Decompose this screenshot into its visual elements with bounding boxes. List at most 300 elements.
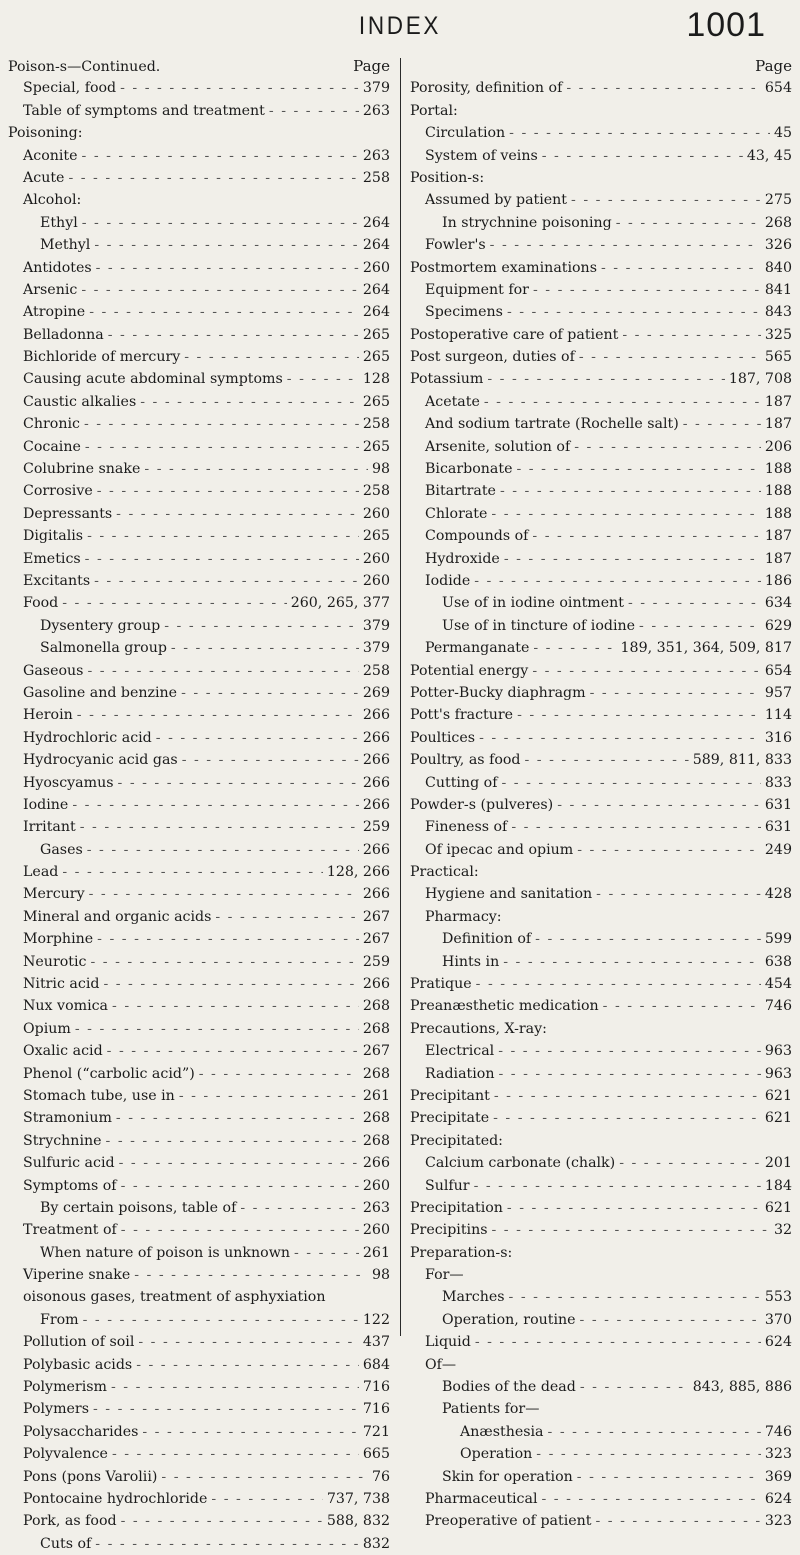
index-entry-page: 624 <box>764 1334 792 1351</box>
dot-leader <box>507 301 761 323</box>
index-entry-term: Lead <box>23 864 59 881</box>
dot-leader <box>603 995 761 1017</box>
index-entry-term: Preanæsthetic medication <box>410 998 599 1015</box>
index-entry <box>410 1018 792 1040</box>
index-entry-page: 186 <box>764 572 792 589</box>
index-entry-page: 323 <box>764 1513 792 1530</box>
index-entry-page: 258 <box>362 416 390 433</box>
index-entry <box>8 704 390 726</box>
index-entry <box>410 145 792 167</box>
index-entry-page: 267 <box>362 1043 390 1060</box>
index-entry <box>8 794 390 816</box>
index-entry <box>410 346 792 368</box>
index-entry <box>8 257 390 279</box>
index-entry <box>8 1443 390 1465</box>
dot-leader <box>622 324 761 346</box>
index-entry-term: Nitric acid <box>23 976 100 993</box>
index-entry-page: 264 <box>362 237 390 254</box>
dot-leader <box>72 794 359 816</box>
index-entry <box>8 100 390 122</box>
index-entry-term: Gaseous <box>23 662 84 679</box>
index-entry <box>410 592 792 614</box>
index-entry <box>8 1264 390 1286</box>
index-entry-page: 260 <box>362 550 390 567</box>
index-entry-term: Hints in <box>442 953 500 970</box>
index-entry <box>410 861 792 883</box>
index-entry-page: 122 <box>362 1311 390 1328</box>
index-entry-page: 260 <box>362 505 390 522</box>
index-entry <box>8 1376 390 1398</box>
dot-leader <box>87 660 358 682</box>
index-entry-term: Fineness of <box>425 819 508 836</box>
index-entry-page: 268 <box>362 1020 390 1037</box>
index-entry-term: Use of in iodine ointment <box>442 595 624 612</box>
index-entry <box>8 839 390 861</box>
index-entry-term: Powder-s (pulveres) <box>410 796 554 813</box>
index-entry-term: Methyl <box>40 237 91 254</box>
page-column-label: Page <box>755 57 792 75</box>
index-entry-term: By certain poisons, table of <box>40 1199 237 1216</box>
index-entry-page: 621 <box>764 1199 792 1216</box>
index-entry <box>8 749 390 771</box>
index-entry <box>8 906 390 928</box>
index-entry-page: 843, 885, 886 <box>692 1379 792 1396</box>
index-entry <box>8 212 390 234</box>
index-entry <box>8 1286 390 1308</box>
index-entry-term: Poultry, as food <box>410 752 521 769</box>
index-entry-term: Polymers <box>23 1401 89 1418</box>
index-entry <box>410 1286 792 1308</box>
index-entry <box>410 1242 792 1264</box>
index-entry-term: When nature of poison is unknown <box>40 1244 290 1261</box>
index-entry-page: 275 <box>764 192 792 209</box>
dot-leader <box>171 637 359 659</box>
dot-leader <box>536 1443 761 1465</box>
index-entry-term: Circulation <box>425 125 506 142</box>
index-entry <box>410 122 792 144</box>
index-entry-page: 260 <box>362 572 390 589</box>
dot-leader <box>491 503 760 525</box>
index-entry <box>8 77 390 99</box>
index-entry-term: And sodium tartrate (Rochelle salt) <box>425 416 679 433</box>
index-entry-term: Atropine <box>23 304 86 321</box>
index-entry-page: 599 <box>764 931 792 948</box>
dot-leader <box>215 906 359 928</box>
index-entry <box>8 1197 390 1219</box>
index-entry-term: Permanganate <box>425 640 530 657</box>
index-entry-term: Colubrine snake <box>23 461 141 478</box>
dot-leader <box>542 1488 761 1510</box>
column-divider <box>400 58 401 1336</box>
index-entry-page: 260 <box>362 1222 390 1239</box>
index-entry-term: Cocaine <box>23 438 81 455</box>
dot-leader <box>479 727 761 749</box>
index-entry-page: 188 <box>764 461 792 478</box>
index-entry <box>410 212 792 234</box>
dot-leader <box>97 480 359 502</box>
index-entry-page: 258 <box>362 169 390 186</box>
index-entry <box>410 413 792 435</box>
index-entry-page: 266 <box>362 976 390 993</box>
dot-leader <box>62 861 322 883</box>
dot-leader <box>85 436 359 458</box>
dot-leader <box>571 189 761 211</box>
dot-leader <box>509 122 770 144</box>
dot-leader <box>532 525 760 547</box>
index-entry-page: 267 <box>362 908 390 925</box>
index-entry-page: 187 <box>764 416 792 433</box>
index-entry-term: Strychnine <box>23 1132 102 1149</box>
index-entry-page: 631 <box>764 819 792 836</box>
dot-leader <box>683 413 761 435</box>
index-entry-term: Gasoline and benzine <box>23 684 178 701</box>
index-entry-page: 369 <box>764 1468 792 1485</box>
index-entry-page: 264 <box>362 304 390 321</box>
index-entry-term: From <box>40 1311 79 1328</box>
index-entry <box>410 1085 792 1107</box>
index-entry <box>410 1197 792 1219</box>
dot-leader <box>566 77 761 99</box>
index-entry-term: For— <box>425 1267 464 1284</box>
index-entry-term: Mercury <box>23 886 85 903</box>
page-number: 1001 <box>686 6 766 44</box>
index-entry-page: 265 <box>362 438 390 455</box>
index-entries-left <box>8 77 390 1555</box>
index-entry-term: Dysentery group <box>40 617 161 634</box>
dot-leader <box>136 1354 359 1376</box>
dot-leader <box>474 570 761 592</box>
index-entry-page: 631 <box>764 796 792 813</box>
index-entry <box>410 1466 792 1488</box>
index-entry-term: Polybasic acids <box>23 1356 133 1373</box>
dot-leader <box>580 1376 689 1398</box>
dot-leader <box>107 1040 359 1062</box>
dot-leader <box>144 458 368 480</box>
index-entry <box>410 1152 792 1174</box>
index-entry-term: Fowler's <box>425 237 486 254</box>
index-entry-term: Position-s: <box>410 169 485 186</box>
index-entry-term: Pott's fracture <box>410 707 514 724</box>
index-entry <box>8 973 390 995</box>
dot-leader <box>134 1264 368 1286</box>
index-entry-term: Operation, routine <box>442 1311 576 1328</box>
index-entry-term: Precipitant <box>410 1087 490 1104</box>
index-entry-term: Causing acute abdominal symptoms <box>23 371 283 388</box>
dot-leader <box>161 1466 368 1488</box>
dot-leader <box>164 615 359 637</box>
index-entry <box>8 368 390 390</box>
dot-leader <box>507 1197 761 1219</box>
index-entry <box>8 951 390 973</box>
dot-leader <box>182 749 359 771</box>
index-entry-term: Corrosive <box>23 483 93 500</box>
dot-leader <box>184 346 359 368</box>
dot-leader <box>503 951 761 973</box>
index-entry-page: 638 <box>764 953 792 970</box>
dot-leader <box>516 458 760 480</box>
index-entry-term: Potter-Bucky diaphragm <box>410 684 586 701</box>
index-entry-page: 258 <box>362 662 390 679</box>
dot-leader <box>96 257 359 279</box>
dot-leader <box>211 1488 322 1510</box>
index-entry <box>410 1510 792 1532</box>
dot-leader <box>532 660 761 682</box>
index-entry-term: Iodide <box>425 572 471 589</box>
dot-leader <box>68 167 358 189</box>
index-entry-page: 76 <box>371 1468 390 1485</box>
index-entry <box>410 548 792 570</box>
index-entry <box>8 1219 390 1241</box>
dot-leader <box>628 592 761 614</box>
index-entry-term: Pons (pons Varolii) <box>23 1468 158 1485</box>
index-entry-page: 187 <box>764 393 792 410</box>
dot-leader <box>493 1107 761 1129</box>
dot-leader <box>84 413 359 435</box>
index-entry-page: 379 <box>362 617 390 634</box>
index-entry <box>8 816 390 838</box>
index-entry <box>8 1309 390 1331</box>
index-entry-page: 98 <box>371 461 390 478</box>
index-entry <box>410 839 792 861</box>
index-entry-term: Cutting of <box>425 774 498 791</box>
dot-leader <box>577 1466 761 1488</box>
index-entry-page: 259 <box>362 819 390 836</box>
index-entry-page: 437 <box>362 1334 390 1351</box>
index-entry-page: 128 <box>362 371 390 388</box>
index-entry-term: Compounds of <box>425 528 529 545</box>
dot-leader <box>619 1152 761 1174</box>
index-entry-page: 98 <box>371 1267 390 1284</box>
index-entry <box>410 480 792 502</box>
continued-heading: Poison-s—Continued. <box>8 59 161 75</box>
index-entry-term: Radiation <box>425 1065 495 1082</box>
index-entry-page: 266 <box>362 796 390 813</box>
dot-leader <box>119 1152 359 1174</box>
index-entry-term: Polymerism <box>23 1379 107 1396</box>
index-entry <box>8 1018 390 1040</box>
index-entry <box>410 727 792 749</box>
index-entry-term: Precipitins <box>410 1222 488 1239</box>
dot-leader <box>199 1063 359 1085</box>
dot-leader <box>75 1018 359 1040</box>
index-entry-term: Belladonna <box>23 326 104 343</box>
index-entry-term: oisonous gases, treatment of asphyxiation <box>23 1289 326 1306</box>
index-entry-page: 323 <box>764 1446 792 1463</box>
index-entry <box>8 861 390 883</box>
index-entry-term: Precipitation <box>410 1199 503 1216</box>
index-entry <box>8 234 390 256</box>
index-entry <box>8 1533 390 1555</box>
index-entry <box>8 189 390 211</box>
index-entry-page: 684 <box>362 1356 390 1373</box>
index-entry <box>410 615 792 637</box>
index-entry-term: Post surgeon, duties of <box>410 349 575 366</box>
index-entry-page: 265 <box>362 393 390 410</box>
index-entry-term: Chlorate <box>425 505 488 522</box>
index-entry <box>8 1354 390 1376</box>
index-entry-term: Pork, as food <box>23 1513 117 1530</box>
index-entry <box>410 1443 792 1465</box>
index-entry-term: Gases <box>40 841 83 858</box>
index-entry-page: 379 <box>362 640 390 657</box>
dot-leader <box>80 816 359 838</box>
index-entry-page: 128, 266 <box>326 864 390 881</box>
index-entry-page: 325 <box>764 326 792 343</box>
dot-leader <box>83 1309 359 1331</box>
index-entry-term: Irritant <box>23 819 76 836</box>
index-entry-page: 665 <box>362 1446 390 1463</box>
index-entry <box>8 548 390 570</box>
index-entry-page: 266 <box>362 1155 390 1172</box>
index-entry-page: 654 <box>764 80 792 97</box>
running-head <box>0 8 800 48</box>
dot-leader <box>601 257 761 279</box>
dot-leader <box>596 883 761 905</box>
index-entry <box>410 794 792 816</box>
index-entry-page: 188 <box>764 505 792 522</box>
index-entry-term: Of— <box>425 1356 457 1373</box>
index-entry-term: Marches <box>442 1289 505 1306</box>
index-entry-term: Neurotic <box>23 953 87 970</box>
index-entry-page: 565 <box>764 349 792 366</box>
index-entry <box>8 592 390 614</box>
index-entry <box>8 1063 390 1085</box>
index-entry-page: 189, 351, 364, 509, 817 <box>620 640 792 657</box>
index-entry <box>8 301 390 323</box>
index-entry <box>8 145 390 167</box>
dot-leader <box>179 1085 359 1107</box>
dot-leader <box>81 279 359 301</box>
dot-leader <box>294 1242 359 1264</box>
index-entry-term: Food <box>23 595 59 612</box>
index-entry-page: 746 <box>764 998 792 1015</box>
index-entry <box>8 995 390 1017</box>
dot-leader <box>121 1219 359 1241</box>
index-entry-page: 268 <box>362 1110 390 1127</box>
index-entry <box>8 1398 390 1420</box>
dot-leader <box>90 951 358 973</box>
index-entry-term: Polyvalence <box>23 1446 108 1463</box>
index-entry-term: Hygiene and sanitation <box>425 886 593 903</box>
dot-leader <box>500 480 761 502</box>
index-entry-term: Stomach tube, use in <box>23 1087 175 1104</box>
index-entry-term: Liquid <box>425 1334 471 1351</box>
index-entry-page: 206 <box>764 438 792 455</box>
index-column-left <box>8 55 390 1552</box>
index-entry <box>8 615 390 637</box>
index-entry <box>410 503 792 525</box>
index-entry <box>410 928 792 950</box>
index-entry <box>8 324 390 346</box>
dot-leader <box>94 570 359 592</box>
index-entry <box>410 167 792 189</box>
index-entry <box>410 234 792 256</box>
index-entry-term: Digitalis <box>23 528 84 545</box>
index-entry <box>8 167 390 189</box>
index-entry-term: In strychnine poisoning <box>442 214 612 231</box>
index-entry-page: 268 <box>362 998 390 1015</box>
index-entry-term: Postmortem examinations <box>410 259 597 276</box>
dot-leader <box>616 212 761 234</box>
index-entry-page: 634 <box>764 595 792 612</box>
index-entry <box>8 772 390 794</box>
index-entry-page: 370 <box>764 1311 792 1328</box>
dot-leader <box>548 1421 761 1443</box>
index-entry <box>410 1175 792 1197</box>
index-entry-page: 266 <box>362 707 390 724</box>
column-header-right <box>410 55 792 77</box>
index-entry-term: Precautions, X-ray: <box>410 1020 547 1037</box>
index-entries-right <box>410 77 792 1532</box>
index-entry-page: 266 <box>362 774 390 791</box>
dot-leader <box>95 1533 359 1555</box>
index-entry-term: Anæsthesia <box>460 1423 544 1440</box>
index-entry-term: Pharmacy: <box>425 908 502 925</box>
index-entry-page: 957 <box>764 684 792 701</box>
index-entry-term: Preparation-s: <box>410 1244 513 1261</box>
index-entry-page: 268 <box>362 1065 390 1082</box>
index-entry-page: 840 <box>764 259 792 276</box>
dot-leader <box>476 973 761 995</box>
index-entry-term: Viperine snake <box>23 1267 131 1284</box>
index-entry-term: Equipment for <box>425 281 529 298</box>
index-entry-page: 249 <box>764 841 792 858</box>
index-entry-page: 963 <box>764 1065 792 1082</box>
index-entry <box>8 436 390 458</box>
dot-leader <box>287 368 359 390</box>
index-entry <box>410 1376 792 1398</box>
index-entry-page: 629 <box>764 617 792 634</box>
index-entry-page: 43, 45 <box>746 147 792 164</box>
index-entry <box>410 1488 792 1510</box>
index-entry-term: Calcium carbonate (chalk) <box>425 1155 616 1172</box>
index-entry-page: 187, 708 <box>728 371 792 388</box>
index-entry <box>8 122 390 144</box>
dot-leader <box>498 1063 760 1085</box>
dot-leader <box>577 839 761 861</box>
dot-leader <box>140 391 359 413</box>
index-entry <box>410 660 792 682</box>
dot-leader <box>116 1107 359 1129</box>
index-entry-page: 259 <box>362 953 390 970</box>
index-entry <box>410 324 792 346</box>
index-entry <box>8 727 390 749</box>
index-entry-term: Mineral and organic acids <box>23 908 212 925</box>
dot-leader <box>240 1197 359 1219</box>
index-entry <box>410 257 792 279</box>
index-entry <box>410 1264 792 1286</box>
index-entry-term: System of veins <box>425 147 538 164</box>
index-entry <box>410 189 792 211</box>
index-entry <box>410 1309 792 1331</box>
index-entry-page: 621 <box>764 1110 792 1127</box>
dot-leader <box>82 145 359 167</box>
index-entry-term: Practical: <box>410 864 479 881</box>
dot-leader <box>87 525 359 547</box>
index-column-right <box>410 55 792 1530</box>
dot-leader <box>509 1286 761 1308</box>
index-entry-page: 621 <box>764 1087 792 1104</box>
dot-leader <box>93 1398 359 1420</box>
index-entry <box>8 1466 390 1488</box>
index-entry <box>410 1219 792 1241</box>
index-entry-page: 45 <box>773 125 792 142</box>
index-entry-page: 187 <box>764 528 792 545</box>
index-entry <box>8 1040 390 1062</box>
index-entry <box>410 995 792 1017</box>
index-entry-term: Of ipecac and opium <box>425 841 574 858</box>
index-entry-term: Assumed by patient <box>425 192 568 209</box>
